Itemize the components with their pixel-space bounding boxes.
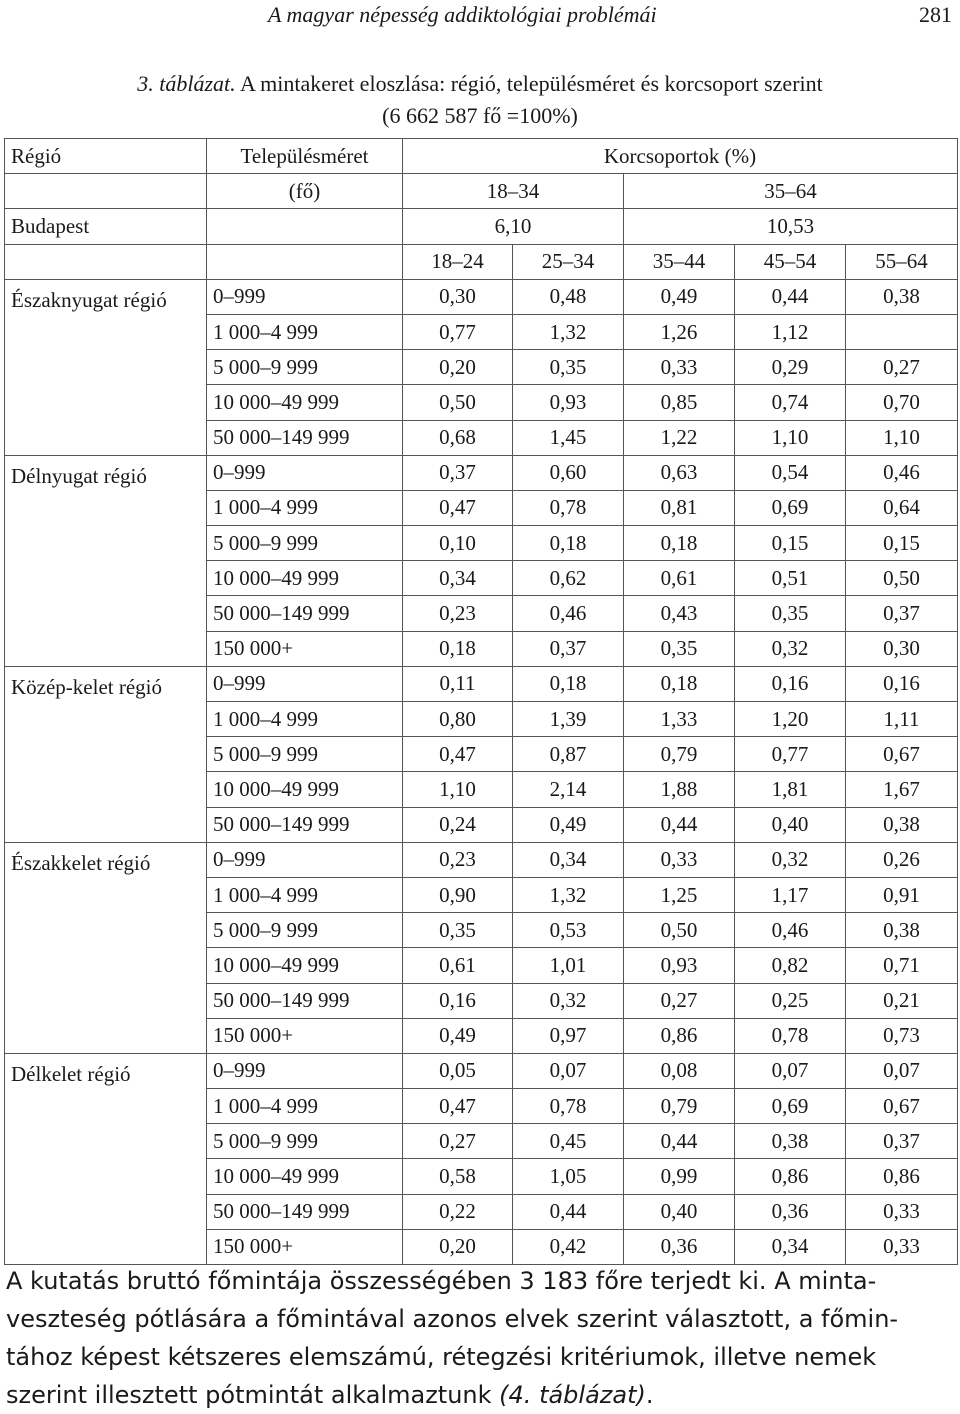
settlement-size: 150 000+ — [207, 1018, 403, 1053]
value-cell: 0,79 — [624, 737, 735, 772]
value-cell: 0,27 — [624, 983, 735, 1018]
value-cell: 0,21 — [846, 983, 958, 1018]
data-table — [4, 138, 958, 1265]
value-cell: 0,87 — [513, 737, 624, 772]
empty-cell — [5, 244, 207, 279]
value-cell: 0,80 — [403, 702, 513, 737]
running-header — [0, 2, 960, 32]
value-cell: 1,67 — [846, 772, 958, 807]
settlement-size: 10 000–49 999 — [207, 948, 403, 983]
value-cell: 0,81 — [624, 490, 735, 525]
age-subheader: 45–54 — [735, 244, 846, 279]
value-cell: 0,33 — [846, 1194, 958, 1229]
settlement-size: 1 000–4 999 — [207, 490, 403, 525]
value-cell: 0,86 — [846, 1159, 958, 1194]
value-cell — [846, 314, 958, 349]
age-subheader: 35–44 — [624, 244, 735, 279]
value-cell: 0,47 — [403, 1089, 513, 1124]
value-cell: 0,38 — [846, 913, 958, 948]
settlement-size: 50 000–149 999 — [207, 807, 403, 842]
region-name: Északkelet régió — [5, 842, 207, 1053]
value-cell: 0,91 — [846, 877, 958, 912]
value-cell: 0,23 — [403, 842, 513, 877]
value-cell: 0,29 — [735, 350, 846, 385]
value-cell: 0,38 — [846, 279, 958, 314]
value-cell: 0,62 — [513, 561, 624, 596]
value-cell: 0,34 — [403, 561, 513, 596]
table-caption-text: A mintakeret eloszlása: régió, településméret és korcsoport szerint — [235, 71, 823, 96]
value-cell: 0,25 — [735, 983, 846, 1018]
value-cell: 0,23 — [403, 596, 513, 631]
value-cell: 0,45 — [513, 1124, 624, 1159]
value-cell: 0,37 — [513, 631, 624, 666]
value-cell: 0,69 — [735, 1089, 846, 1124]
value-cell: 0,44 — [624, 807, 735, 842]
value-cell: 1,81 — [735, 772, 846, 807]
value-cell: 0,63 — [624, 455, 735, 490]
value-cell: 1,25 — [624, 877, 735, 912]
value-cell: 1,39 — [513, 702, 624, 737]
settlement-size: 150 000+ — [207, 1229, 403, 1264]
empty-cell — [5, 174, 207, 209]
value-cell: 0,99 — [624, 1159, 735, 1194]
region-name: Északnyugat régió — [5, 279, 207, 455]
value-cell: 1,12 — [735, 314, 846, 349]
value-cell: 0,24 — [403, 807, 513, 842]
value-cell: 0,40 — [735, 807, 846, 842]
settlement-size: 1 000–4 999 — [207, 877, 403, 912]
value-cell: 0,36 — [624, 1229, 735, 1264]
settlement-size: 0–999 — [207, 455, 403, 490]
settlement-size: 150 000+ — [207, 631, 403, 666]
range-18-34-header: 18–34 — [403, 174, 624, 209]
value-cell: 0,46 — [735, 913, 846, 948]
value-cell: 0,05 — [403, 1053, 513, 1088]
value-cell: 0,61 — [624, 561, 735, 596]
value-cell: 1,32 — [513, 877, 624, 912]
range-35-64-header: 35–64 — [624, 174, 958, 209]
table-label: 3. táblázat. — [137, 71, 236, 96]
age-subheader: 55–64 — [846, 244, 958, 279]
settlement-size: 1 000–4 999 — [207, 314, 403, 349]
paragraph-end: . — [645, 1381, 654, 1409]
value-cell: 0,73 — [846, 1018, 958, 1053]
age-subheader: 25–34 — [513, 244, 624, 279]
value-cell: 0,10 — [403, 526, 513, 561]
value-cell: 0,67 — [846, 1089, 958, 1124]
value-cell: 0,53 — [513, 913, 624, 948]
value-cell: 0,35 — [403, 913, 513, 948]
value-cell: 0,33 — [624, 350, 735, 385]
value-cell: 0,07 — [735, 1053, 846, 1088]
value-cell: 0,26 — [846, 842, 958, 877]
value-cell: 0,11 — [403, 666, 513, 701]
region-name: Délnyugat régió — [5, 455, 207, 666]
value-cell: 0,35 — [624, 631, 735, 666]
value-cell: 0,18 — [624, 666, 735, 701]
value-cell: 0,18 — [513, 666, 624, 701]
value-cell: 0,46 — [846, 455, 958, 490]
settlement-size: 0–999 — [207, 1053, 403, 1088]
empty-cell — [207, 244, 403, 279]
value-cell: 0,49 — [624, 279, 735, 314]
value-cell: 1,10 — [846, 420, 958, 455]
table-reference: (4. táblázat) — [499, 1381, 646, 1409]
value-cell: 0,16 — [846, 666, 958, 701]
table-caption — [0, 68, 960, 132]
age-groups-header: Korcsoportok (%) — [403, 139, 958, 174]
value-cell: 1,33 — [624, 702, 735, 737]
value-cell: 0,30 — [403, 279, 513, 314]
value-cell: 0,37 — [846, 1124, 958, 1159]
value-cell: 0,43 — [624, 596, 735, 631]
value-cell: 0,18 — [624, 526, 735, 561]
empty-cell — [207, 209, 403, 244]
settlement-size: 5 000–9 999 — [207, 526, 403, 561]
value-cell: 0,64 — [846, 490, 958, 525]
value-cell: 0,16 — [735, 666, 846, 701]
value-cell: 0,50 — [624, 913, 735, 948]
region-header: Régió — [5, 139, 207, 174]
budapest-row — [5, 209, 958, 244]
value-cell: 0,16 — [403, 983, 513, 1018]
settlement-size: 10 000–49 999 — [207, 561, 403, 596]
settlement-size: 50 000–149 999 — [207, 1194, 403, 1229]
value-cell: 0,51 — [735, 561, 846, 596]
value-cell: 0,33 — [846, 1229, 958, 1264]
value-cell: 0,47 — [403, 490, 513, 525]
paragraph-line: A kutatás bruttó főmintája összességében 3 183 főre terjedt ki. A minta- — [6, 1267, 877, 1295]
region-name: Délkelet régió — [5, 1053, 207, 1264]
value-cell: 0,35 — [513, 350, 624, 385]
value-cell: 0,38 — [846, 807, 958, 842]
value-cell: 0,58 — [403, 1159, 513, 1194]
value-cell: 0,22 — [403, 1194, 513, 1229]
paragraph-line: veszteség pótlására a főmintával azonos elvek szerint választott, a főmin- — [6, 1305, 899, 1333]
value-cell: 0,68 — [403, 420, 513, 455]
settlement-size: 5 000–9 999 — [207, 913, 403, 948]
table-row — [5, 455, 958, 490]
value-cell: 0,36 — [735, 1194, 846, 1229]
value-cell: 0,93 — [624, 948, 735, 983]
settlement-size: 5 000–9 999 — [207, 350, 403, 385]
age-subheader: 18–24 — [403, 244, 513, 279]
value-cell: 1,17 — [735, 877, 846, 912]
value-cell: 0,34 — [735, 1229, 846, 1264]
value-cell: 0,30 — [846, 631, 958, 666]
value-cell: 0,33 — [624, 842, 735, 877]
page-number: 281 — [919, 2, 952, 27]
table-row — [5, 666, 958, 701]
header-row-1 — [5, 139, 958, 174]
settlement-size: 0–999 — [207, 279, 403, 314]
budapest-label: Budapest — [5, 209, 207, 244]
value-cell: 0,60 — [513, 455, 624, 490]
value-cell: 0,32 — [513, 983, 624, 1018]
value-cell: 0,86 — [735, 1159, 846, 1194]
value-cell: 0,37 — [403, 455, 513, 490]
header-row-2 — [5, 174, 958, 209]
value-cell: 0,50 — [846, 561, 958, 596]
value-cell: 0,70 — [846, 385, 958, 420]
table-row — [5, 842, 958, 877]
region-name: Közép-kelet régió — [5, 666, 207, 842]
value-cell: 0,50 — [403, 385, 513, 420]
table-row — [5, 1053, 958, 1088]
value-cell: 0,27 — [403, 1124, 513, 1159]
value-cell: 0,20 — [403, 350, 513, 385]
value-cell: 0,07 — [513, 1053, 624, 1088]
value-cell: 1,11 — [846, 702, 958, 737]
value-cell: 0,86 — [624, 1018, 735, 1053]
value-cell: 0,78 — [513, 1089, 624, 1124]
settlement-size: 10 000–49 999 — [207, 1159, 403, 1194]
value-cell: 0,18 — [403, 631, 513, 666]
value-cell: 0,77 — [403, 314, 513, 349]
value-cell: 0,71 — [846, 948, 958, 983]
value-cell: 0,46 — [513, 596, 624, 631]
settlement-unit-header: (fő) — [207, 174, 403, 209]
value-cell: 1,10 — [735, 420, 846, 455]
value-cell: 0,82 — [735, 948, 846, 983]
settlement-size: 5 000–9 999 — [207, 737, 403, 772]
value-cell: 0,69 — [735, 490, 846, 525]
body-paragraph — [6, 1262, 956, 1414]
value-cell: 0,90 — [403, 877, 513, 912]
value-cell: 1,26 — [624, 314, 735, 349]
value-cell: 0,42 — [513, 1229, 624, 1264]
value-cell: 0,79 — [624, 1089, 735, 1124]
value-cell: 0,37 — [846, 596, 958, 631]
settlement-size: 0–999 — [207, 842, 403, 877]
value-cell: 1,45 — [513, 420, 624, 455]
value-cell: 0,38 — [735, 1124, 846, 1159]
value-cell: 1,88 — [624, 772, 735, 807]
settlement-header: Településméret — [207, 139, 403, 174]
value-cell: 0,61 — [403, 948, 513, 983]
value-cell: 0,47 — [403, 737, 513, 772]
value-cell: 0,49 — [513, 807, 624, 842]
settlement-size: 50 000–149 999 — [207, 596, 403, 631]
value-cell: 0,93 — [513, 385, 624, 420]
value-cell: 0,15 — [735, 526, 846, 561]
value-cell: 1,32 — [513, 314, 624, 349]
value-cell: 0,48 — [513, 279, 624, 314]
value-cell: 0,20 — [403, 1229, 513, 1264]
value-cell: 0,15 — [846, 526, 958, 561]
value-cell: 1,10 — [403, 772, 513, 807]
paragraph-line-last — [6, 1376, 956, 1414]
settlement-size: 5 000–9 999 — [207, 1124, 403, 1159]
value-cell: 0,54 — [735, 455, 846, 490]
settlement-size: 10 000–49 999 — [207, 385, 403, 420]
settlement-size: 0–999 — [207, 666, 403, 701]
running-title: A magyar népesség addiktológiai problémái — [268, 2, 657, 27]
value-cell: 0,32 — [735, 631, 846, 666]
settlement-size: 50 000–149 999 — [207, 420, 403, 455]
value-cell: 0,78 — [513, 490, 624, 525]
value-cell: 0,44 — [624, 1124, 735, 1159]
budapest-value-18-34: 6,10 — [403, 209, 624, 244]
value-cell: 0,34 — [513, 842, 624, 877]
value-cell: 0,74 — [735, 385, 846, 420]
settlement-size: 1 000–4 999 — [207, 1089, 403, 1124]
settlement-size: 1 000–4 999 — [207, 702, 403, 737]
paragraph-text: szerint illesztett pótmintát alkalmaztunk — [6, 1381, 500, 1409]
value-cell: 0,44 — [513, 1194, 624, 1229]
value-cell: 0,32 — [735, 842, 846, 877]
value-cell: 0,08 — [624, 1053, 735, 1088]
value-cell: 2,14 — [513, 772, 624, 807]
paragraph-line: tához képest kétszeres elemszámú, rétegzési kritériumok, illetve nemek — [6, 1343, 877, 1371]
table-caption-total: (6 662 587 fő =100%) — [382, 103, 578, 128]
settlement-size: 10 000–49 999 — [207, 772, 403, 807]
table-row — [5, 279, 958, 314]
value-cell: 0,67 — [846, 737, 958, 772]
value-cell: 0,85 — [624, 385, 735, 420]
value-cell: 0,44 — [735, 279, 846, 314]
value-cell: 0,35 — [735, 596, 846, 631]
value-cell: 1,20 — [735, 702, 846, 737]
value-cell: 0,49 — [403, 1018, 513, 1053]
value-cell: 1,22 — [624, 420, 735, 455]
value-cell: 0,97 — [513, 1018, 624, 1053]
value-cell: 0,07 — [846, 1053, 958, 1088]
settlement-size: 50 000–149 999 — [207, 983, 403, 1018]
value-cell: 1,01 — [513, 948, 624, 983]
age-subheader-row — [5, 244, 958, 279]
value-cell: 0,27 — [846, 350, 958, 385]
value-cell: 0,78 — [735, 1018, 846, 1053]
budapest-value-35-64: 10,53 — [624, 209, 958, 244]
value-cell: 0,18 — [513, 526, 624, 561]
value-cell: 1,05 — [513, 1159, 624, 1194]
value-cell: 0,40 — [624, 1194, 735, 1229]
value-cell: 0,77 — [735, 737, 846, 772]
